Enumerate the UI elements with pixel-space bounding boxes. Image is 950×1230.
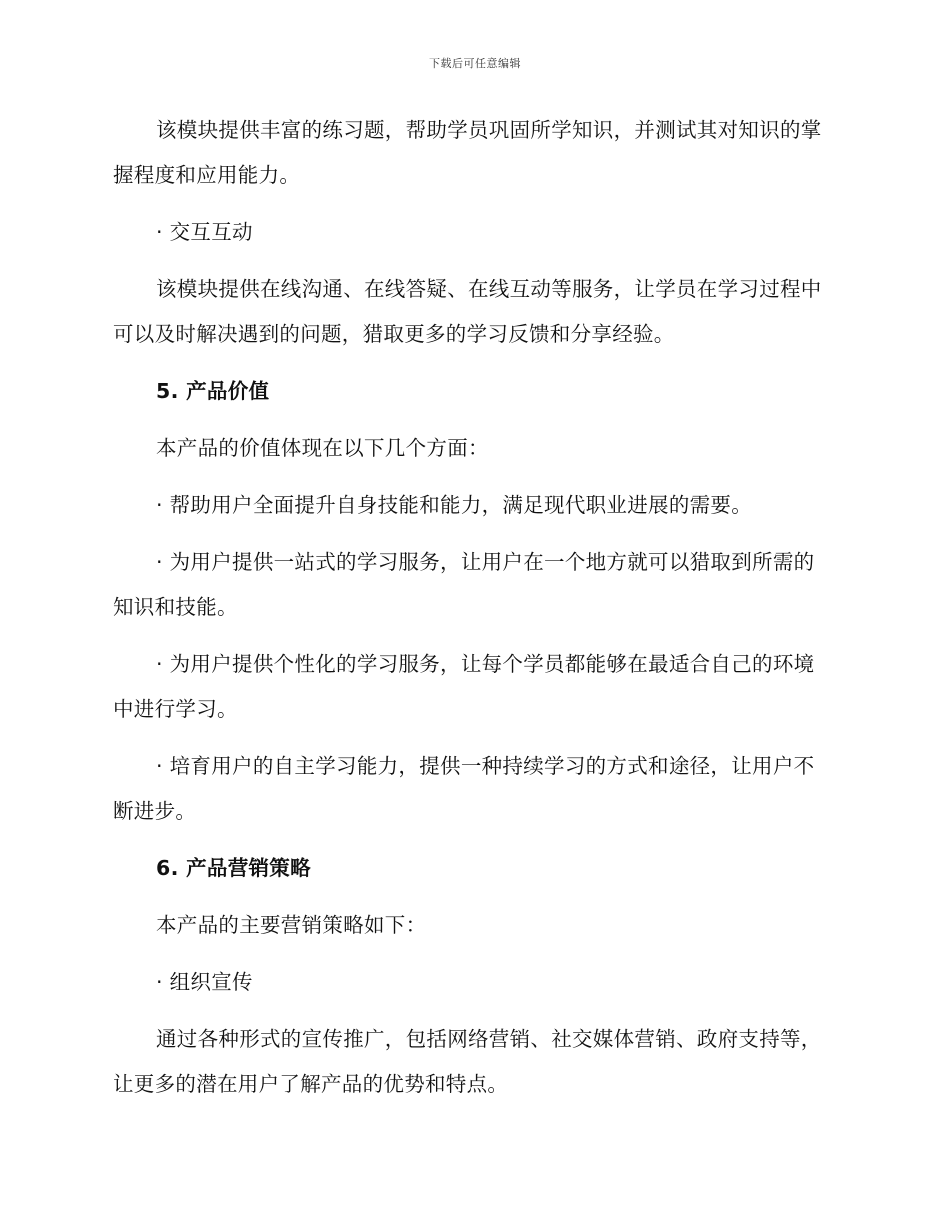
paragraph-interaction-module: 该模块提供在线沟通、在线答疑、在线互动等服务，让学员在学习过程中可以及时解决遇到的问题，猎取更多的学习反馈和分享经验。 — [113, 277, 822, 346]
section-heading-product-value: 5. 产品价值 — [156, 379, 270, 403]
section-heading-marketing: 6. 产品营销策略 — [156, 856, 311, 880]
bullet-value-skills: · 帮助用户全面提升自身技能和能力，满足现代职业进展的需要。 — [156, 493, 753, 517]
bullet-interaction: · 交互互动 — [156, 220, 253, 244]
document-body — [113, 108, 833, 1107]
bullet-promotion: · 组织宣传 — [156, 970, 253, 994]
bullet-value-one-stop: · 为用户提供一站式的学习服务，让用户在一个地方就可以猎取到所需的知识和技能。 — [113, 550, 815, 619]
paragraph-marketing-intro: 本产品的主要营销策略如下： — [156, 913, 427, 937]
paragraph-promotion-detail: 通过各种形式的宣传推广，包括网络营销、社交媒体营销、政府支持等，让更多的潜在用户了解产品的优势和特点。 — [113, 1027, 822, 1096]
paragraph-practice-module: 该模块提供丰富的练习题，帮助学员巩固所学知识，并测试其对知识的掌握程度和应用能力。 — [113, 118, 822, 187]
bullet-value-personalized: · 为用户提供个性化的学习服务，让每个学员都能够在最适合自己的环境中进行学习。 — [113, 652, 815, 721]
bullet-value-self-learning: · 培育用户的自主学习能力，提供一种持续学习的方式和途径，让用户不断进步。 — [113, 754, 815, 823]
paragraph-value-intro: 本产品的价值体现在以下几个方面： — [156, 436, 489, 460]
page-header: 下载后可任意编辑 — [429, 57, 521, 70]
